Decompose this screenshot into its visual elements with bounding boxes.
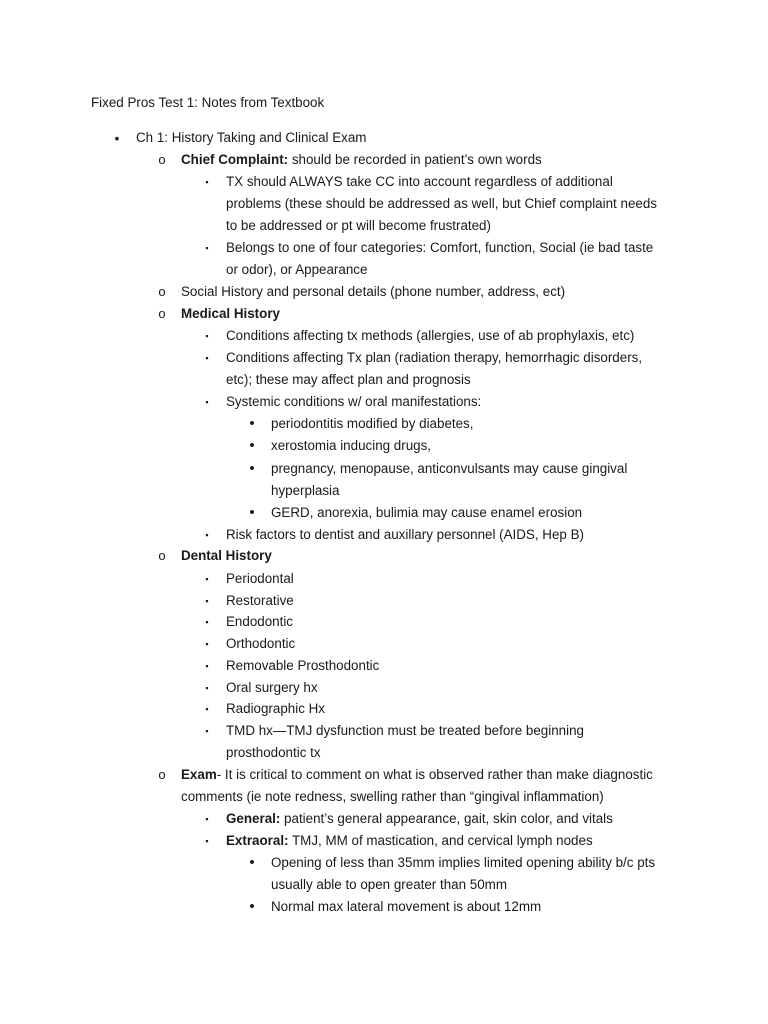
- list-item-text: Endodontic: [226, 614, 294, 629]
- bullet-square: ▪: [205, 177, 209, 187]
- bullet-disc: •: [249, 415, 255, 432]
- exam-text: - It is critical to comment on what is observed rather than make diagnostic: [216, 767, 653, 782]
- bullet-square: ▪: [205, 836, 209, 846]
- list-item-text: Restorative: [226, 593, 294, 608]
- list-item-text: TX should ALWAYS take CC into account regardless of additional: [226, 174, 613, 189]
- list-item-text: Radiographic Hx: [226, 701, 325, 716]
- list-item-text: Normal max lateral movement is about 12mm: [271, 899, 542, 914]
- list-item-text: GERD, anorexia, bulimia may cause enamel erosion: [271, 505, 583, 520]
- list-item-text: prosthodontic tx: [226, 745, 321, 760]
- list-item-text: xerostomia inducing drugs,: [271, 438, 432, 453]
- document-title: Fixed Pros Test 1: Notes from Textbook: [91, 95, 325, 110]
- list-item-text: Periodontal: [226, 571, 294, 586]
- list-item-text: Conditions affecting Tx plan (radiation therapy, hemorrhagic disorders,: [226, 350, 643, 365]
- general-exam-line: [226, 810, 613, 828]
- bullet-square: ▪: [205, 726, 209, 736]
- bullet-circle: o: [158, 284, 166, 299]
- list-item-text: periodontitis modified by diabetes,: [271, 416, 474, 431]
- bullet-square: ▪: [205, 639, 209, 649]
- medical-history-heading: Medical History: [181, 306, 280, 321]
- list-item-text: Systemic conditions w/ oral manifestations:: [226, 394, 482, 409]
- bullet-circle: o: [158, 767, 166, 782]
- chief-complaint-text: should be recorded in patient’s own words: [288, 152, 542, 167]
- list-item-text: Belongs to one of four categories: Comfort, function, Social (ie bad taste: [226, 240, 654, 255]
- list-item-text: usually able to open greater than 50mm: [271, 877, 507, 892]
- bullet-disc: •: [249, 460, 255, 477]
- bullet-square: ▪: [205, 596, 209, 606]
- bullet-square: ▪: [205, 243, 209, 253]
- extraoral-label: Extraoral:: [226, 833, 289, 848]
- bullet-square: ▪: [205, 683, 209, 693]
- bullet-disc: •: [249, 437, 255, 454]
- list-item-text: Orthodontic: [226, 636, 296, 651]
- list-item-text: Opening of less than 35mm implies limited opening ability b/c pts: [271, 855, 656, 870]
- chapter-heading: Ch 1: History Taking and Clinical Exam: [136, 130, 367, 145]
- bullet-disc: •: [114, 130, 120, 146]
- list-item-text: etc); these may affect plan and prognosis: [226, 372, 471, 387]
- bullet-square: ▪: [205, 704, 209, 714]
- list-item-text: to be addressed or pt will become frustrated): [226, 218, 491, 233]
- exam-line-cont: comments (ie note redness, swelling rather than “gingival inflammation): [181, 789, 604, 804]
- general-text: patient’s general appearance, gait, skin color, and vitals: [280, 811, 613, 826]
- chief-complaint-label: Chief Complaint:: [181, 152, 289, 167]
- extraoral-text: TMJ, MM of mastication, and cervical lymph nodes: [288, 833, 593, 848]
- list-item-text: Removable Prosthodontic: [226, 658, 380, 673]
- bullet-square: ▪: [205, 661, 209, 671]
- bullet-square: ▪: [205, 574, 209, 584]
- exam-label: Exam: [181, 767, 217, 782]
- chief-complaint-line: [181, 151, 542, 169]
- bullet-square: ▪: [205, 814, 209, 824]
- bullet-disc: •: [249, 504, 255, 521]
- list-item-text: pregnancy, menopause, anticonvulsants may cause gingival: [271, 461, 628, 476]
- exam-line: [181, 766, 653, 784]
- bullet-circle: o: [158, 306, 166, 321]
- bullet-square: ▪: [205, 530, 209, 540]
- bullet-circle: o: [158, 548, 166, 563]
- bullet-square: ▪: [205, 353, 209, 363]
- list-item-text: TMD hx—TMJ dysfunction must be treated before beginning: [226, 723, 584, 738]
- dental-history-heading: Dental History: [181, 548, 272, 563]
- list-item-text: Oral surgery hx: [226, 680, 318, 695]
- bullet-square: ▪: [205, 397, 209, 407]
- list-item-text: or odor), or Appearance: [226, 262, 368, 277]
- bullet-circle: o: [158, 152, 166, 167]
- list-item-text: problems (these should be addressed as well, but Chief complaint needs: [226, 196, 657, 211]
- list-item-text: Conditions affecting tx methods (allergies, use of ab prophylaxis, etc): [226, 328, 635, 343]
- bullet-square: ▪: [205, 331, 209, 341]
- extraoral-exam-line: [226, 832, 593, 850]
- list-item-text: Risk factors to dentist and auxillary personnel (AIDS, Hep B): [226, 527, 584, 542]
- bullet-disc: •: [249, 898, 255, 915]
- social-history-line: Social History and personal details (phone number, address, ect): [181, 284, 566, 299]
- bullet-square: ▪: [205, 617, 209, 627]
- bullet-disc: •: [249, 854, 255, 871]
- general-label: General:: [226, 811, 281, 826]
- list-item-text: hyperplasia: [271, 483, 340, 498]
